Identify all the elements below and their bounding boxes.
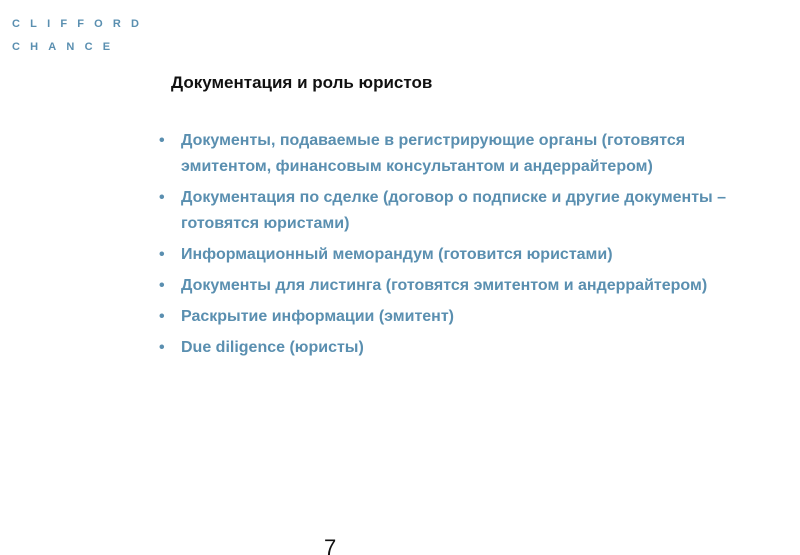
bullet-text: Информационный меморандум (готовится юристами)	[181, 246, 613, 263]
bullet-item	[158, 335, 758, 361]
bullet-item	[158, 128, 758, 180]
bullet-item	[158, 304, 758, 330]
bullet-dot-icon: •	[159, 277, 165, 294]
bullet-dot-icon: •	[159, 339, 165, 356]
bullet-item	[158, 273, 758, 299]
bullet-text: Документы для листинга (готовятся эмитентом и андеррайтером)	[181, 277, 708, 294]
page-number: 7	[324, 535, 337, 555]
bullet-dot-icon: •	[159, 132, 165, 149]
bullet-item	[158, 242, 758, 268]
bullet-text: Due diligence (юристы)	[181, 339, 364, 356]
bullet-dot-icon: •	[159, 308, 165, 325]
bullet-text: Раскрытие информации (эмитент)	[181, 308, 455, 325]
bullet-dot-icon: •	[159, 189, 165, 206]
slide-title: Документация и роль юристов	[171, 73, 433, 92]
bullet-text: Документация по сделке (договор о подписке и другие документы – готовятся юристами)	[181, 189, 727, 232]
bullet-dot-icon: •	[159, 246, 165, 263]
bullet-text: Документы, подаваемые в регистрирующие органы (готовятся эмитентом, финансовым консультантом и андеррайтером)	[181, 132, 686, 175]
clifford-chance-logo	[12, 13, 149, 59]
logo-line-1: CLIFFORD	[12, 18, 150, 30]
bullet-list	[158, 128, 758, 366]
bullet-item	[158, 185, 758, 237]
logo-line-2: CHANCE	[12, 41, 121, 53]
